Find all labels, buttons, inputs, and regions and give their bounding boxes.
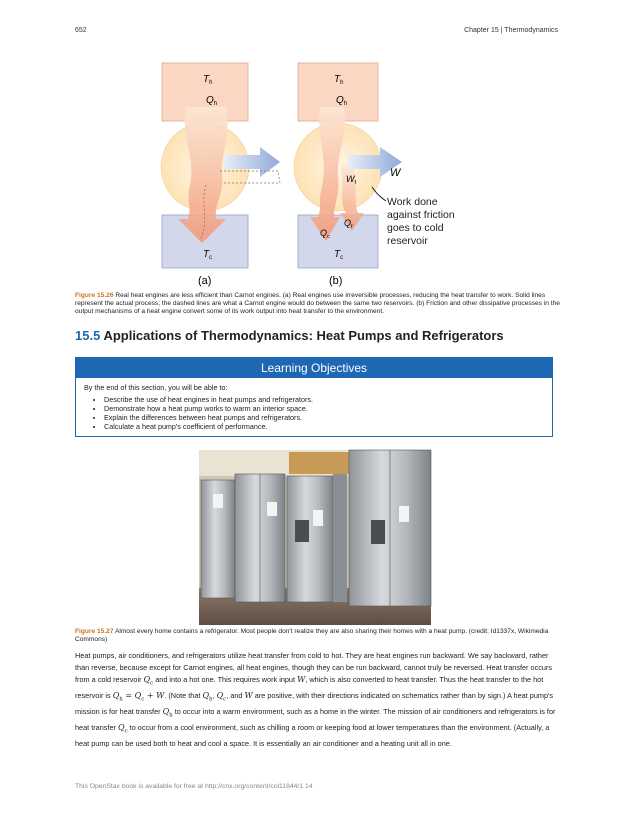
math-equation xyxy=(112,691,165,703)
panel-b xyxy=(294,63,455,287)
learning-objectives-intro: By the end of this section, you will be able to: xyxy=(84,383,228,392)
qf-label-b: Q xyxy=(344,218,352,228)
th-sub-b: h xyxy=(340,80,344,86)
figure-27-caption xyxy=(75,628,560,644)
math-operator: = xyxy=(122,691,135,701)
body-text: , and xyxy=(226,691,245,701)
chapter-title: Chapter 15 | Thermodynamics xyxy=(464,27,558,34)
th-label-a: T xyxy=(203,74,210,85)
body-text: and into a hot one. This requires work input xyxy=(153,675,298,685)
part-b-label: (b) xyxy=(329,275,343,287)
math-symbol: Q xyxy=(202,691,209,701)
math-w: W xyxy=(297,675,306,685)
qh-label-b: Q xyxy=(336,95,344,106)
body-text: to occur from a cool environment, such as chilling a room or keeping food at lower temperatures than the environment. (Actually, a heat pump can be used both to heat and cool a space. It is essentially an air conditioner and a heating unit all in one. xyxy=(75,722,550,748)
math-qc xyxy=(118,722,128,735)
math-qh xyxy=(202,691,213,703)
qh-sub-a: h xyxy=(213,101,218,107)
page-number: 652 xyxy=(75,27,87,34)
tc-sub-b: c xyxy=(340,255,344,261)
body-text: are positive, with their directions indicated on schematics rather than by sign.) A heat pump's mission is for heat transfer xyxy=(75,691,554,716)
math-symbol: Q xyxy=(143,675,151,685)
math-qc xyxy=(216,691,227,703)
body-paragraph xyxy=(75,650,560,750)
heat-engine-diagram xyxy=(140,55,455,295)
wf-label-b: W xyxy=(346,174,355,184)
wf-sub-b: f xyxy=(354,180,357,186)
math-qh xyxy=(162,707,173,719)
body-text: . (Note that xyxy=(164,691,203,701)
math-sub: c xyxy=(223,696,227,703)
body-text: , which is also converted to heat transfer. Thus the heat transfer to the hot reservoir is xyxy=(75,675,544,701)
math-sub: c xyxy=(124,728,128,735)
friction-pointer xyxy=(372,187,386,201)
math-sub: c xyxy=(141,696,145,703)
math-w: W xyxy=(244,691,253,701)
figure-26-caption xyxy=(75,292,560,317)
math-sub: h xyxy=(169,712,173,719)
cold-reservoir-b xyxy=(298,215,378,268)
section-heading xyxy=(75,328,555,343)
section-number: 15.5 xyxy=(75,328,101,343)
learning-objectives-heading: Learning Objectives xyxy=(76,358,552,378)
math-qc xyxy=(143,675,154,687)
qc-sub-b: c xyxy=(327,234,330,240)
qf-sub-b: f xyxy=(351,224,353,230)
body-text: , xyxy=(212,691,217,701)
tc-sub-a: c xyxy=(209,255,213,261)
list-item: • Calculate a heat pump's coefficient of performance. xyxy=(104,422,552,431)
figure-27-text: Almost every home contains a refrigerator. Most people don't realize they are also sharing their homes with a heat pump. (credit: Id1337x, Wikimedia Commons) xyxy=(75,628,549,644)
w-label-b: W xyxy=(390,167,401,179)
math-symbol: Q xyxy=(134,691,142,701)
footer-note: This OpenStax book is available for free at http://cnx.org/content/col11844/1.14 xyxy=(75,783,313,790)
learning-objectives-list xyxy=(76,395,552,431)
figure-26-label: Figure 15.26 xyxy=(75,292,114,299)
learning-objectives-box xyxy=(75,357,553,437)
list-item: • Demonstrate how a heat pump works to warm an interior space. xyxy=(104,404,552,413)
math-symbol: Q xyxy=(162,707,170,716)
friction-text-1: Work done xyxy=(387,196,438,208)
body-text: Heat pumps, air conditioners, and refrigerators utilize heat transfer from cold to hot. They are heat engines run backward. We say backward, rather than reverse, because except for Carnot engines, all heat engines, though they can be run backward, cannot truly be reversed. Heat transfer occurs from a cold reservoir xyxy=(75,651,553,685)
math-sub: c xyxy=(150,681,154,687)
list-item: • Describe the use of heat engines in heat pumps and refrigerators. xyxy=(104,395,552,404)
friction-text-3: goes to cold xyxy=(387,222,444,234)
part-a-label: (a) xyxy=(198,275,212,287)
math-symbol: Q xyxy=(216,691,224,701)
math-sub: h xyxy=(209,696,213,703)
figure-26-text: Real heat engines are less efficient than Carnot engines. (a) Real engines use irreversible processes, reducing the heat transfer to work. Solid lines represent the actual process; the dashed lines are what a Carnot engine would do between the same two reservoirs. (b) Friction and other dissipative processes in the output mechanisms of a heat engine convert some of its work output into heat transfer to the environment. xyxy=(75,292,560,316)
th-sub-a: h xyxy=(209,80,213,86)
math-sub: h xyxy=(119,696,123,703)
th-label-b: T xyxy=(334,74,341,85)
friction-text-2: against friction xyxy=(387,209,455,221)
body-text: to occur into a warm environment, such as a home in the winter. The mission of air conditioners and refrigerators is for heat transfer xyxy=(75,707,556,732)
math-symbol: Q xyxy=(112,691,120,701)
math-symbol: W xyxy=(156,691,165,701)
qc-label-b: Q xyxy=(320,228,328,238)
qh-label-a: Q xyxy=(206,95,214,106)
tc-label-a: T xyxy=(203,249,210,260)
panel-a xyxy=(161,63,280,287)
list-item: • Explain the differences between heat pumps and refrigerators. xyxy=(104,413,552,422)
math-symbol: Q xyxy=(118,722,125,732)
friction-text-4: reservoir xyxy=(387,235,428,247)
math-operator: + xyxy=(144,691,157,701)
section-title: Applications of Thermodynamics: Heat Pumps and Refrigerators xyxy=(100,328,504,343)
tc-label-b: T xyxy=(334,249,341,260)
figure-27-label: Figure 15.27 xyxy=(75,628,114,635)
qh-sub-b: h xyxy=(343,101,348,107)
refrigerators-photo xyxy=(199,450,431,625)
